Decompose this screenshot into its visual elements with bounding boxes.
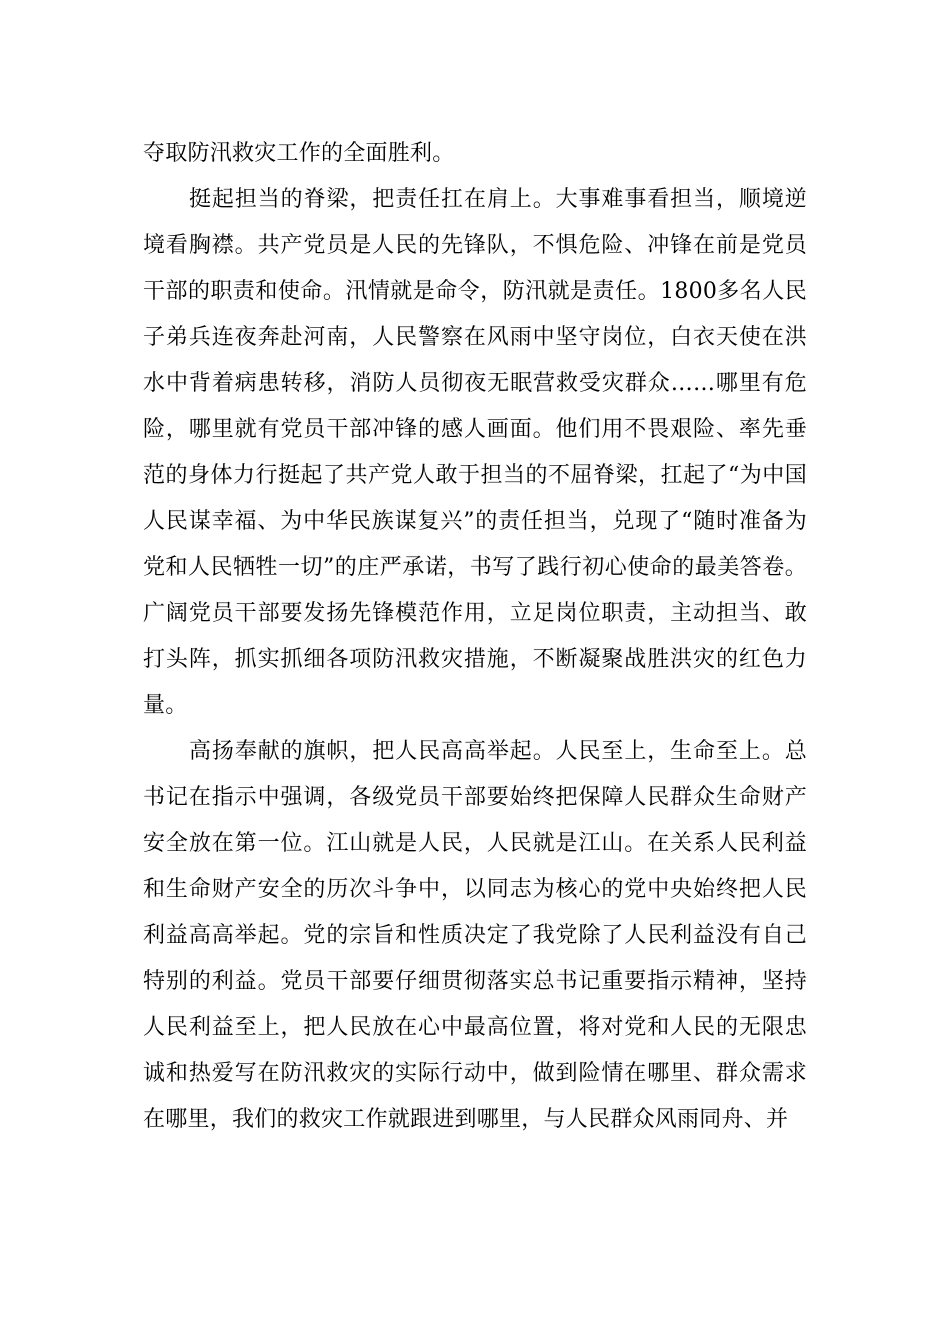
paragraph-continuation: 夺取防汛救灾工作的全面胜利。 bbox=[143, 141, 455, 166]
paragraph-responsibility: 挺起担当的脊梁，把责任扛在肩上。大事难事看担当，顺境逆境看胸襟。共产党员是人民的先锋队，不惧危险、冲锋在前是党员干部的职责和使命。汛情就是命令，防汛就是责任。1800多名人民子弟兵连夜奔赴河南，人民警察在风雨中坚守岗位，白衣天使在洪水中背着病患转移，消防人员彻夜无眠营救受灾群众……哪里有危险，哪里就有党员干部冲锋的感人画面。他们用不畏艰险、率先垂范的身体力行挺起了共产党人敢于担当的不屈脊梁，扛起了“为中国人民谋幸福、为中华民族谋复兴”的责任担当，兑现了“随时准备为党和人民牺牲一切”的庄严承诺，书写了践行初心使命的最美答卷。广阔党员干部要发扬先锋模范作用，立足岗位职责，主动担当、敢打头阵，抓实抓细各项防汛救灾措施，不断凝聚战胜洪灾的红色力量。 bbox=[143, 187, 807, 718]
document-body bbox=[143, 131, 807, 1143]
paragraph-dedication: 高扬奉献的旗帜，把人民高高举起。人民至上，生命至上。总书记在指示中强调，各级党员干部要始终把保障人民群众生命财产安全放在第一位。江山就是人民，人民就是江山。在关系人民利益和生命财产安全的历次斗争中，以同志为核心的党中央始终把人民利益高高举起。党的宗旨和性质决定了我党除了人民利益没有自己特别的利益。党员干部要仔细贯彻落实总书记重要指示精神，坚持人民利益至上，把人民放在心中最高位置，将对党和人民的无限忠诚和热爱写在防汛救灾的实际行动中，做到险情在哪里、群众需求在哪里，我们的救灾工作就跟进到哪里，与人民群众风雨同舟、并 bbox=[143, 739, 807, 1132]
